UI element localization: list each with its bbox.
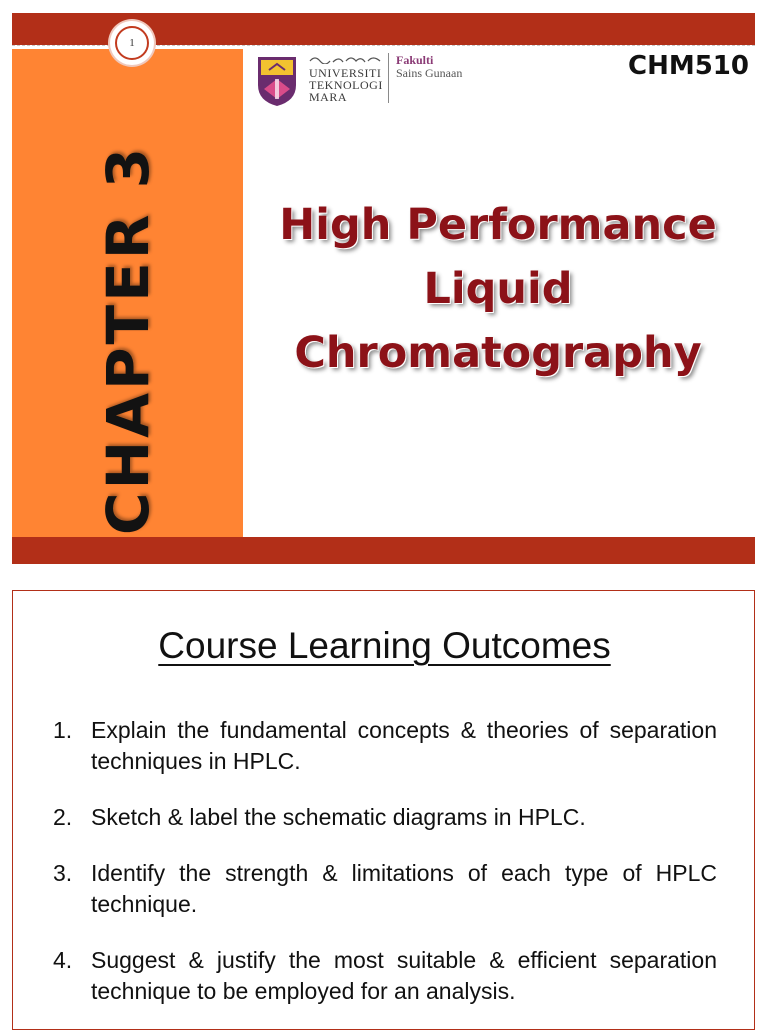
university-crest-icon <box>256 55 298 107</box>
outcome-item: 4. Suggest & justify the most suitable & efficient separation technique to be employed for an analysis. <box>53 947 717 1004</box>
outcome-item: 1. Explain the fundamental concepts & theories of separation techniques in HPLC. <box>53 717 717 774</box>
uitm-logo <box>256 53 486 109</box>
bottom-accent-bar <box>12 537 755 564</box>
outcome-item: 3. Identify the strength & limitations of each type of HPLC technique. <box>53 860 717 917</box>
outcomes-slide <box>12 590 755 1030</box>
outcomes-list <box>53 715 717 1032</box>
chapter-side-panel <box>12 49 243 537</box>
page-number-badge <box>110 21 154 65</box>
outcomes-heading: Course Learning Outcomes <box>158 625 611 666</box>
title-slide <box>12 13 755 564</box>
jawi-script-graphic <box>309 54 381 64</box>
course-code: CHM510 <box>628 51 749 81</box>
page-number: 1 <box>115 26 149 60</box>
title-line: Liquid <box>423 264 573 314</box>
slide-title <box>258 193 738 385</box>
title-line: Chromatography <box>294 328 702 378</box>
faculty-name: Fakulti Sains Gunaan <box>396 53 463 80</box>
logo-divider <box>388 53 389 103</box>
chapter-label: CHAPTER 3 <box>94 145 162 535</box>
title-line: High Performance <box>279 200 717 250</box>
university-name: UNIVERSITI TEKNOLOGI MARA <box>309 66 383 104</box>
outcome-item: 2. Sketch & label the schematic diagrams in HPLC. <box>53 804 586 830</box>
